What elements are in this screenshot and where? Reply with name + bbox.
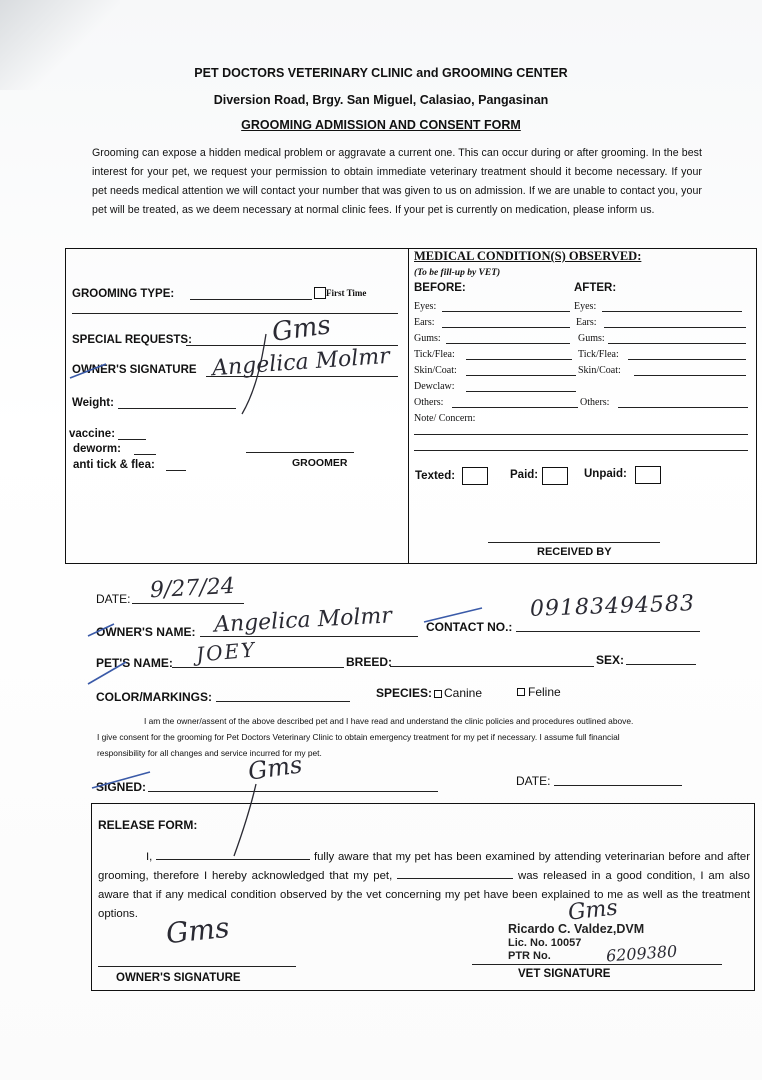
before-field[interactable]	[452, 407, 578, 408]
weight-field[interactable]	[118, 408, 236, 409]
release-text-2: fully aware that my pet has been examined by attending veterinarian before and after grooming, therefore I hereby acknowledged that my pet,	[98, 851, 751, 882]
grooming-type-label: GROOMING TYPE:	[72, 288, 175, 300]
tick-mark-icon	[86, 658, 146, 688]
signed-handwritten: Gms	[246, 750, 304, 786]
date-field[interactable]	[132, 603, 244, 604]
before-field[interactable]	[442, 327, 570, 328]
vet-signature-label: VET SIGNATURE	[518, 968, 611, 980]
weight-label: Weight:	[72, 397, 114, 409]
release-owner-handwritten: Gms	[164, 910, 231, 951]
release-owner-signature-label: OWNER'S SIGNATURE	[116, 972, 241, 984]
before-field[interactable]	[466, 359, 572, 360]
release-paragraph	[98, 848, 750, 924]
texted-checkbox[interactable]	[462, 467, 488, 485]
box-divider	[408, 248, 409, 564]
unpaid-checkbox[interactable]	[635, 466, 661, 484]
canine-checkbox[interactable]	[434, 690, 442, 698]
before-item: Dewclaw:	[414, 381, 455, 392]
signed-label: SIGNED:	[96, 780, 147, 794]
first-time-label: First Time	[326, 288, 367, 298]
before-item: Ears:	[414, 317, 435, 328]
vet-signature-line[interactable]	[472, 964, 722, 965]
after-item: Ears:	[576, 317, 597, 328]
vet-handwritten-signature: Gms	[566, 895, 619, 926]
first-time-checkbox[interactable]	[314, 287, 326, 299]
special-requests-label: SPECIAL REQUESTS:	[72, 334, 192, 346]
vet-stamp-name: Ricardo C. Valdez,DVM	[508, 922, 645, 936]
consent-line-1: I am the owner/assent of the above described pet and I have read and understand the clinic policies and procedures outlined above.	[144, 716, 634, 726]
received-by-line[interactable]	[488, 542, 660, 543]
medical-subtitle: (To be fill-up by VET)	[414, 268, 501, 278]
deworm-label: deworm:	[73, 443, 121, 455]
before-field[interactable]	[466, 375, 576, 376]
owner-handwritten-signature: Angelica Molmr	[211, 343, 391, 382]
release-owner-signature-line[interactable]	[98, 966, 296, 967]
unpaid-label: Unpaid:	[584, 468, 627, 480]
after-item: Tick/Flea:	[578, 349, 619, 360]
anti-tick-field[interactable]	[166, 470, 186, 471]
after-field[interactable]	[602, 311, 742, 312]
scan-shadow	[0, 0, 120, 90]
signature-stroke-icon	[236, 330, 276, 420]
release-text-1: I,	[146, 851, 153, 863]
date-label: DATE:	[96, 592, 131, 606]
release-pet-field[interactable]	[397, 868, 513, 879]
medical-title: MEDICAL CONDITION(S) OBSERVED:	[414, 249, 642, 263]
before-field[interactable]	[466, 391, 576, 392]
consent-line-3: responsibility for all changes and service incurred for my pet.	[97, 748, 322, 758]
after-item: Skin/Coat:	[578, 365, 621, 376]
owner-name-handwritten: Angelica Molmr	[213, 603, 393, 638]
release-title: RELEASE FORM:	[98, 818, 198, 832]
before-item: Gums:	[414, 333, 441, 344]
texted-label: Texted:	[415, 470, 456, 482]
note-field-line-2[interactable]	[414, 450, 748, 451]
vet-stamp-ptr: PTR No.	[508, 950, 551, 962]
vaccine-label: vaccine:	[69, 428, 116, 440]
before-field[interactable]	[442, 311, 570, 312]
after-field[interactable]	[604, 327, 746, 328]
feline-checkbox[interactable]	[517, 688, 525, 696]
signed-date-field[interactable]	[554, 785, 682, 786]
after-field[interactable]	[618, 407, 748, 408]
pet-name-handwritten: JOEY	[195, 637, 258, 667]
contact-field[interactable]	[516, 631, 700, 632]
vet-stamp-lic: Lic. No. 10057	[508, 937, 582, 949]
note-label: Note/ Concern:	[414, 413, 476, 424]
pet-name-label: PET'S NAME:	[96, 656, 173, 670]
grooming-type-line-2	[72, 313, 398, 314]
before-item: Others:	[414, 397, 444, 408]
paid-checkbox[interactable]	[542, 467, 568, 485]
clinic-address: Diversion Road, Brgy. San Miguel, Calasiao, Pangasinan	[213, 93, 549, 107]
form-title: GROOMING ADMISSION AND CONSENT FORM	[241, 118, 521, 132]
after-field[interactable]	[608, 343, 746, 344]
sex-label: SEX:	[596, 653, 625, 667]
signed-date-label: DATE:	[516, 774, 551, 788]
paid-label: Paid:	[510, 469, 539, 481]
owner-initials-signature: Gms	[270, 310, 333, 348]
groomer-signature-line[interactable]	[246, 452, 354, 453]
date-handwritten: 9/27/24	[149, 573, 236, 604]
consent-line-2: I give consent for the grooming for Pet Doctors Veterinary Clinic to obtain emergency treatment for my pet if necessary. I assume full financial	[97, 732, 620, 742]
after-item: Gums:	[578, 333, 605, 344]
before-field[interactable]	[446, 343, 570, 344]
signed-field[interactable]	[148, 791, 438, 792]
vet-ptr-handwritten: 6209380	[605, 941, 678, 966]
vaccine-field[interactable]	[118, 439, 146, 440]
canine-label: Canine	[444, 686, 483, 700]
color-markings-label: COLOR/MARKINGS:	[96, 690, 212, 704]
signature-stroke-icon	[226, 780, 266, 860]
after-item: Eyes:	[574, 301, 597, 312]
sex-field[interactable]	[626, 664, 696, 665]
after-field[interactable]	[634, 375, 746, 376]
owner-signature-label: OWNER'S SIGNATURE	[72, 364, 197, 376]
intro-paragraph: Grooming can expose a hidden medical problem or aggravate a current one. This can occur during or after grooming. In the best interest for your pet, we request your permission to obtain immediate veterinary treatment should it become necessary. If your pet needs medical attention we will contact your number that was given to us on admission. If we are unable to contact you, your pet will be treated, as we deem necessary at normal clinic fees. If your pet is currently on medication, please inform us.	[92, 147, 702, 216]
deworm-field[interactable]	[134, 454, 156, 455]
feline-label: Feline	[528, 685, 561, 699]
breed-field[interactable]	[390, 666, 594, 667]
before-label: BEFORE:	[414, 282, 466, 294]
tick-mark-icon	[66, 356, 146, 386]
note-field-line-1[interactable]	[414, 434, 748, 435]
contact-handwritten: 09183494583	[529, 591, 696, 622]
after-field[interactable]	[628, 359, 746, 360]
owner-name-label: OWNER'S NAME:	[96, 625, 196, 639]
breed-label: BREED:	[346, 655, 393, 669]
clinic-name: PET DOCTORS VETERINARY CLINIC and GROOMING CENTER	[194, 66, 568, 80]
tick-mark-icon	[86, 622, 146, 642]
release-text-3: was released in a good condition, I am also aware that if any medical condition observed by the vet concerning my pet have been explained to me as well as the treatment options.	[98, 870, 750, 920]
tick-mark-icon	[422, 604, 492, 628]
before-item: Tick/Flea:	[414, 349, 455, 360]
before-item: Eyes:	[414, 301, 437, 312]
after-label: AFTER:	[574, 282, 617, 294]
species-label: SPECIES:	[376, 686, 433, 700]
received-by-label: RECEIVED BY	[537, 546, 612, 558]
groomer-label: GROOMER	[292, 457, 348, 469]
color-markings-field[interactable]	[216, 701, 350, 702]
contact-label: CONTACT NO.:	[426, 620, 513, 634]
after-item: Others:	[580, 397, 610, 408]
tick-mark-icon	[90, 770, 160, 794]
before-item: Skin/Coat:	[414, 365, 457, 376]
pet-name-field[interactable]	[172, 667, 344, 668]
anti-tick-label: anti tick & flea:	[73, 459, 155, 471]
grooming-type-field[interactable]	[190, 299, 312, 300]
